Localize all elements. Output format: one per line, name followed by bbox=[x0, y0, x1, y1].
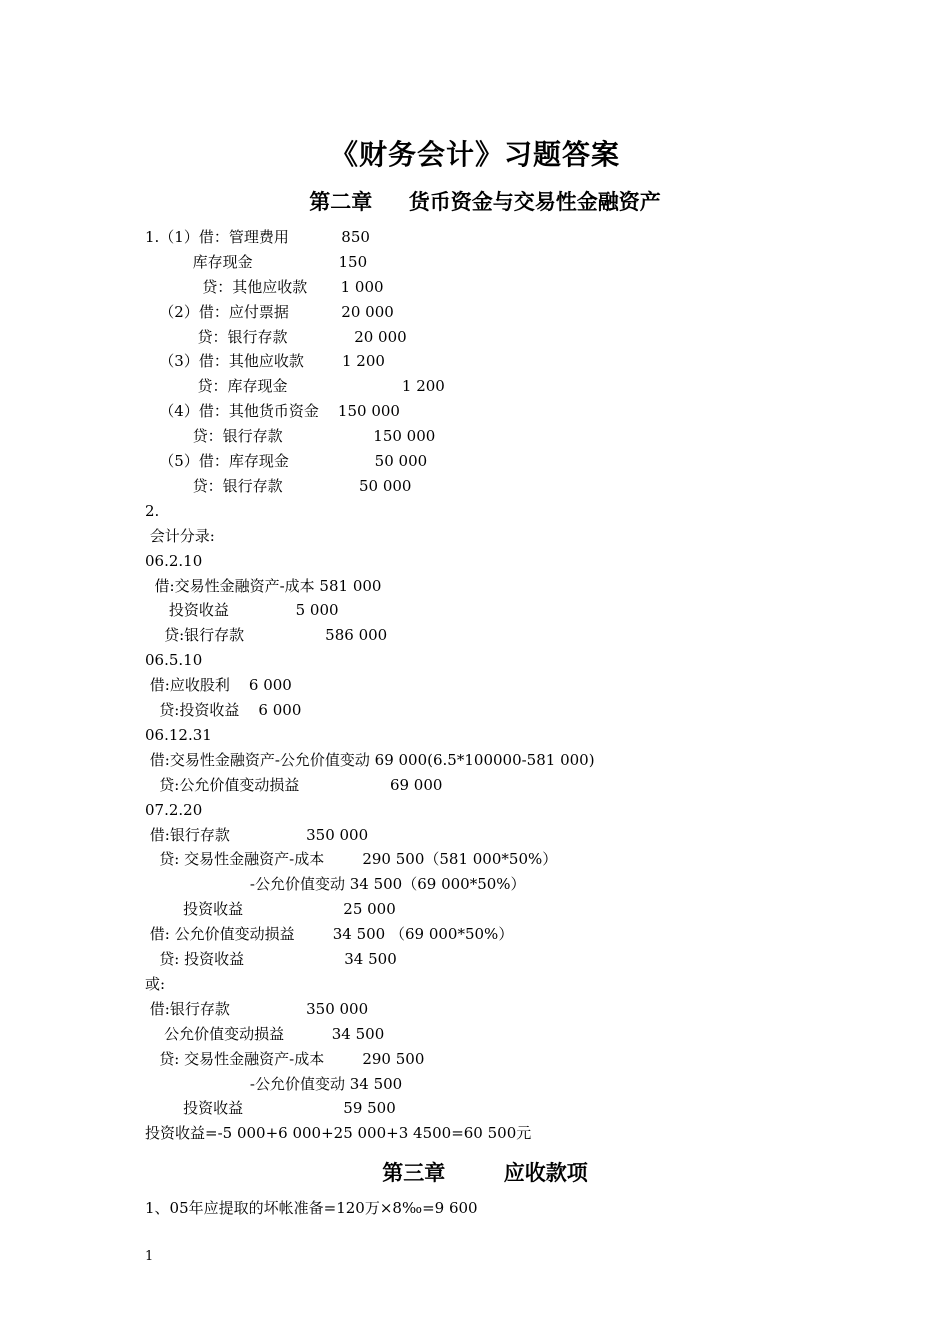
text-line: -公允价值变动 34 500 bbox=[145, 1075, 403, 1093]
text-line: 借:交易性金融资产-公允价值变动 69 000(6.5*100000-581 000) bbox=[145, 751, 595, 769]
text-line: 贷: 交易性金融资产-成本 290 500 bbox=[145, 1050, 425, 1068]
text-line: （3）借：其他应收款 1 200 bbox=[145, 352, 385, 370]
text-line: 06.5.10 bbox=[145, 651, 203, 669]
text-line: 贷:投资收益 6 000 bbox=[145, 701, 302, 719]
text-line: 06.12.31 bbox=[145, 726, 212, 744]
chapter-2-heading: 第二章 货币资金与交易性金融资产 bbox=[309, 189, 661, 214]
page-number: 1 bbox=[145, 1249, 154, 1264]
text-line: 投资收益 25 000 bbox=[145, 900, 396, 918]
text-line: 贷：银行存款 50 000 bbox=[145, 477, 412, 495]
text-line: 贷：库存现金 1 200 bbox=[145, 377, 445, 395]
text-line: 借:应收股利 6 000 bbox=[145, 676, 292, 694]
text-line: 投资收益 59 500 bbox=[145, 1099, 396, 1117]
text-line: （5）借：库存现金 50 000 bbox=[145, 452, 428, 470]
text-line: 投资收益 5 000 bbox=[145, 601, 339, 619]
text-line: （2）借：应付票据 20 000 bbox=[145, 303, 394, 321]
document-title: 《财务会计》习题答案 bbox=[329, 138, 620, 171]
text-line: 投资收益=-5 000+6 000+25 000+3 4500=60 500元 bbox=[145, 1124, 532, 1142]
text-line: 借:交易性金融资产-成本 581 000 bbox=[145, 577, 382, 595]
text-line: 会计分录: bbox=[145, 527, 215, 545]
text-line: 贷：银行存款 20 000 bbox=[145, 328, 407, 346]
text-line: 或: bbox=[145, 975, 166, 993]
text-line: 贷:公允价值变动损益 69 000 bbox=[145, 776, 443, 794]
text-line: -公允价值变动 34 500（69 000*50%） bbox=[145, 875, 526, 893]
text-line: 1、05年应提取的坏帐准备=120万×8‰=9 600 bbox=[145, 1199, 478, 1217]
text-line: 贷:银行存款 586 000 bbox=[145, 626, 388, 644]
text-line: 贷: 交易性金融资产-成本 290 500（581 000*50%） bbox=[145, 850, 558, 868]
text-line: （4）借：其他货币资金 150 000 bbox=[145, 402, 400, 420]
chapter-3-heading: 第三章 应收款项 bbox=[382, 1160, 588, 1185]
text-line: 06.2.10 bbox=[145, 552, 203, 570]
text-line: 借:银行存款 350 000 bbox=[145, 1000, 369, 1018]
text-line: 借: 公允价值变动损益 34 500 （69 000*50%） bbox=[145, 925, 514, 943]
text-line: 公允价值变动损益 34 500 bbox=[145, 1025, 385, 1043]
text-line: 借:银行存款 350 000 bbox=[145, 826, 369, 844]
text-line: 贷：银行存款 150 000 bbox=[145, 427, 436, 445]
text-line: 1.（1）借：管理费用 850 bbox=[145, 228, 370, 246]
text-line: 贷：其他应收款 1 000 bbox=[145, 278, 384, 296]
text-line: 07.2.20 bbox=[145, 801, 203, 819]
text-line: 2. bbox=[145, 502, 160, 520]
text-line: 库存现金 150 bbox=[145, 253, 368, 271]
text-line: 贷: 投资收益 34 500 bbox=[145, 950, 397, 968]
